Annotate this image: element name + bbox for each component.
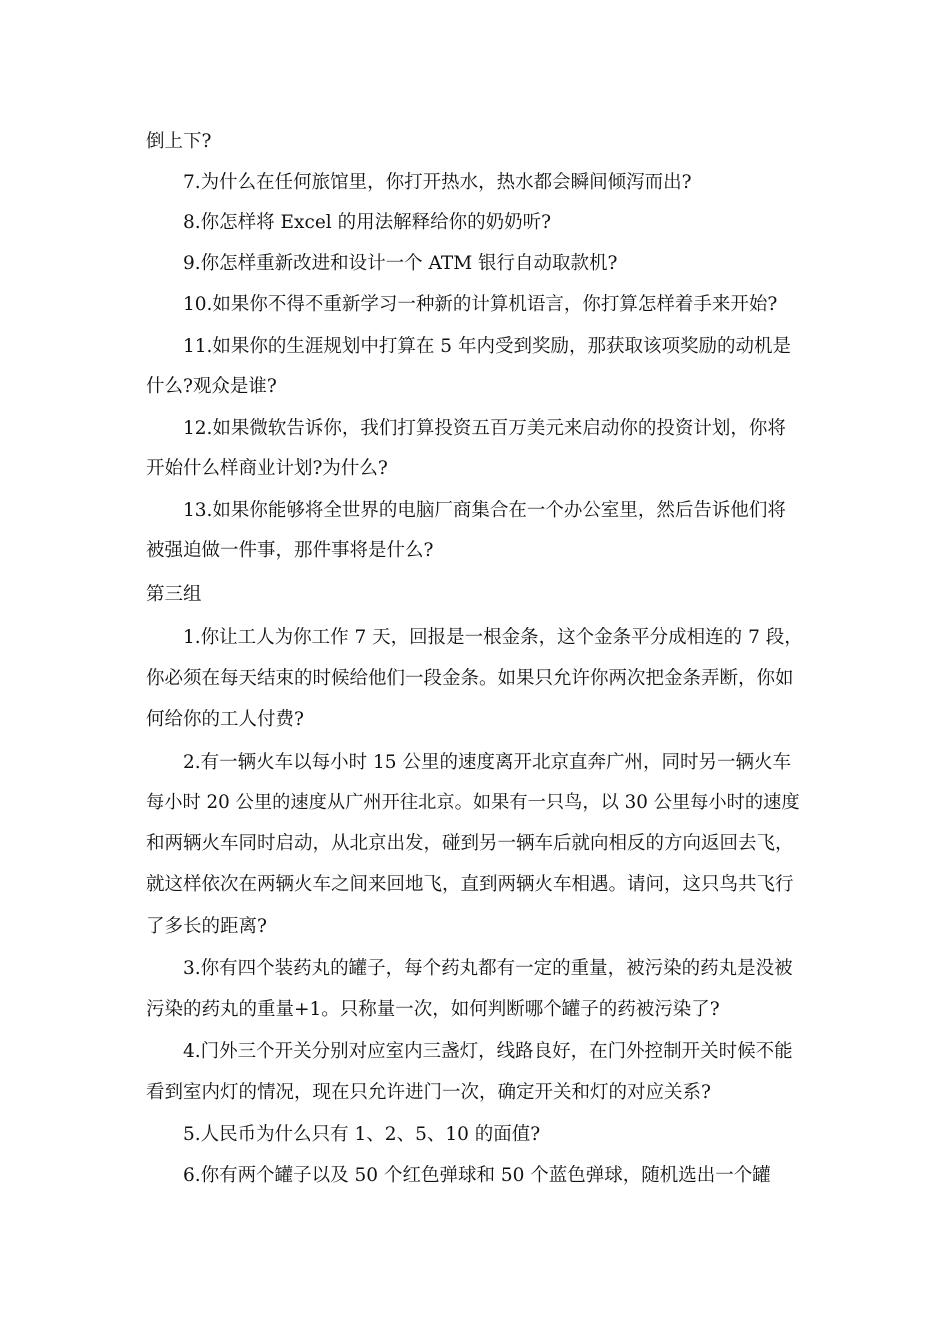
question-11-cont: 什么?观众是谁?: [146, 376, 277, 397]
question-13-cont: 被强迫做一件事，那件事将是什么?: [146, 540, 434, 561]
question-12: 12.如果微软告诉你，我们打算投资五百万美元来启动你的投资计划，你将: [183, 418, 786, 439]
puzzle-3-cont: 污染的药丸的重量+1。只称量一次，如何判断哪个罐子的药被污染了?: [146, 999, 720, 1020]
question-9: 9.你怎样重新改进和设计一个 ATM 银行自动取款机?: [183, 253, 618, 274]
question-12-cont: 开始什么样商业计划?为什么?: [146, 458, 388, 479]
puzzle-2: 2.有一辆火车以每小时 15 公里的速度离开北京直奔广州，同时另一辆火车: [183, 752, 791, 773]
question-11: 11.如果你的生涯规划中打算在 5 年内受到奖励，那获取该项奖励的动机是: [183, 336, 791, 357]
section-heading: 第三组: [146, 584, 202, 605]
puzzle-6: 6.你有两个罐子以及 50 个红色弹球和 50 个蓝色弹球，随机选出一个罐: [183, 1165, 771, 1186]
question-13: 13.如果你能够将全世界的电脑厂商集合在一个办公室里，然后告诉他们将: [183, 500, 786, 521]
puzzle-2-cont: 就这样依次在两辆火车之间来回地飞，直到两辆火车相遇。请问，这只鸟共飞行: [146, 874, 794, 895]
puzzle-1: 1.你让工人为你工作 7 天，回报是一根金条，这个金条平分成相连的 7 段，: [183, 627, 803, 648]
puzzle-2-cont: 和两辆火车同时启动，从北京出发，碰到另一辆车后就向相反的方向返回去飞，: [146, 833, 794, 854]
puzzle-5: 5.人民币为什么只有 1、2、5、10 的面值?: [183, 1124, 541, 1145]
puzzle-3: 3.你有四个装药丸的罐子，每个药丸都有一定的重量，被污染的药丸是没被: [183, 958, 793, 979]
question-8: 8.你怎样将 Excel 的用法解释给你的奶奶听?: [183, 212, 551, 233]
question-7: 7.为什么在任何旅馆里，你打开热水，热水都会瞬间倾泻而出?: [183, 172, 692, 193]
puzzle-1-cont: 何给你的工人付费?: [146, 709, 304, 730]
puzzle-1-cont: 你必须在每天结束的时候给他们一段金条。如果只允许你两次把金条弄断，你如: [146, 668, 794, 689]
question-10: 10.如果你不得不重新学习一种新的计算机语言，你打算怎样着手来开始?: [183, 294, 778, 315]
puzzle-2-cont: 每小时 20 公里的速度从广州开往北京。如果有一只鸟，以 30 公里每小时的速度: [146, 792, 800, 813]
puzzle-2-cont: 了多长的距离?: [146, 916, 267, 937]
puzzle-4-cont: 看到室内灯的情况，现在只允许进门一次，确定开关和灯的对应关系?: [146, 1082, 711, 1103]
puzzle-4: 4.门外三个开关分别对应室内三盏灯，线路良好，在门外控制开关时候不能: [183, 1041, 793, 1062]
text-line-continuation: 倒上下?: [146, 131, 212, 152]
